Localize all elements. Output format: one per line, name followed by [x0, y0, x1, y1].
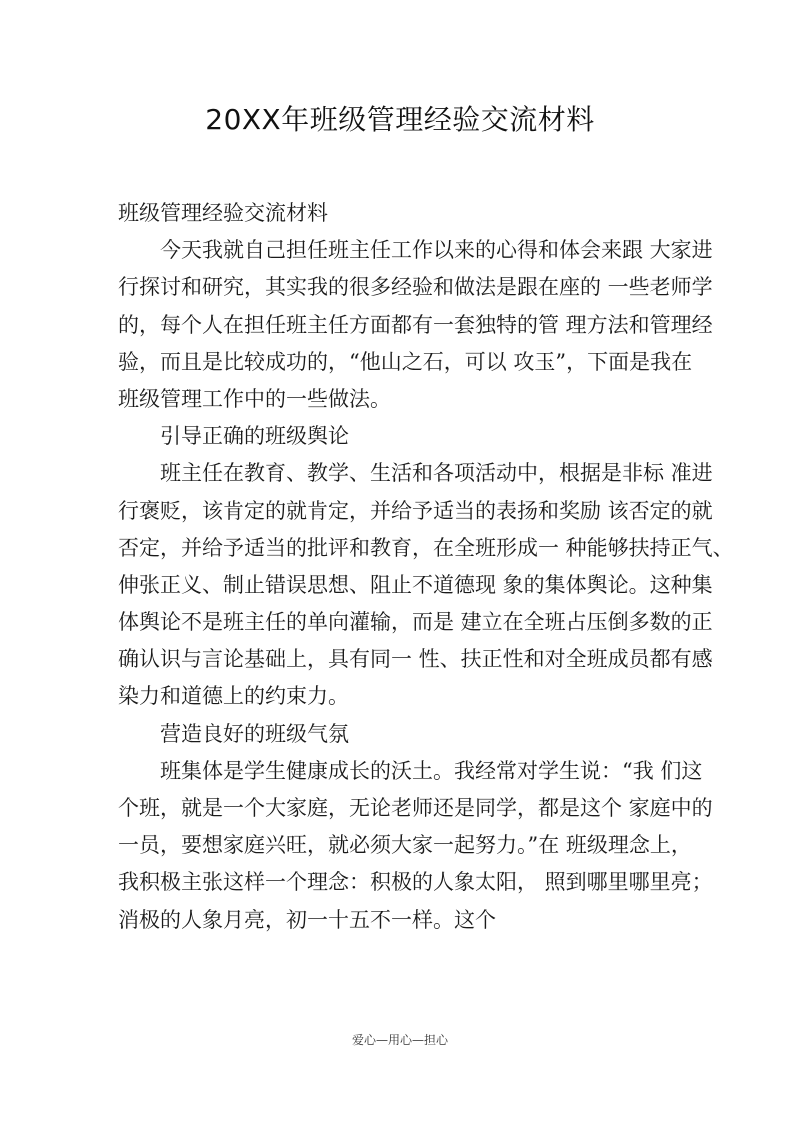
paragraph-line: 班主任在教育、教学、生活和各项活动中，根据是非标 准进: [160, 461, 713, 486]
paragraph-line: 今天我就自己担任班主任工作以来的心得和体会来跟 大家进: [160, 238, 713, 263]
page-footer: 爱心—用心—担心: [351, 1033, 448, 1047]
paragraph-line: 班级管理工作中的一些做法。: [118, 386, 391, 411]
paragraph-line: 体舆论不是班主任的单向灌输，而是 建立在全班占压倒多数的正: [118, 610, 713, 635]
paragraph-line: 我积极主张这样一个理念：积极的人象太阳， 照到哪里哪里亮；: [118, 870, 713, 895]
paragraph-line: 行探讨和研究，其实我的很多经验和做法是跟在座的 一些老师学: [118, 275, 713, 300]
paragraph-line: 消极的人象月亮，初一十五不一样。这个: [118, 907, 496, 932]
paragraph-line: 验，而且是比较成功的，“他山之石，可以 攻玉”，下面是我在: [118, 349, 693, 374]
document-body: [118, 198, 734, 942]
paragraph-line: 否定，并给予适当的批评和教育，在全班形成一 种能够扶持正气、: [118, 535, 734, 560]
paragraph-line: 班集体是学生健康成长的沃土。我经常对学生说：“我 们这: [160, 758, 703, 783]
section-heading: 引导正确的班级舆论: [160, 424, 349, 449]
paragraph-line: 一员，要想家庭兴旺，就必须大家一起努力。”在 班级理念上，: [118, 833, 692, 858]
paragraph-line: 染力和道德上的约束力。: [118, 684, 349, 709]
document-title: 20XX年班级管理经验交流材料: [205, 103, 595, 136]
paragraph-line: 的，每个人在担任班主任方面都有一套独特的管 理方法和管理经: [118, 312, 713, 337]
paragraph-line: 伸张正义、制止错误思想、阻止不道德现 象的集体舆论。这种集: [118, 572, 713, 597]
paragraph-line: 行褒贬，该肯定的就肯定，并给予适当的表扬和奖励 该否定的就: [118, 498, 713, 523]
paragraph-line: 个班，就是一个大家庭，无论老师还是同学，都是这个 家庭中的: [118, 796, 713, 820]
section-heading: 班级管理经验交流材料: [118, 201, 328, 225]
paragraph-line: 确认识与言论基础上，具有同一 性、扶正性和对全班成员都有感: [118, 647, 713, 672]
section-heading: 营造良好的班级气氛: [160, 721, 349, 746]
